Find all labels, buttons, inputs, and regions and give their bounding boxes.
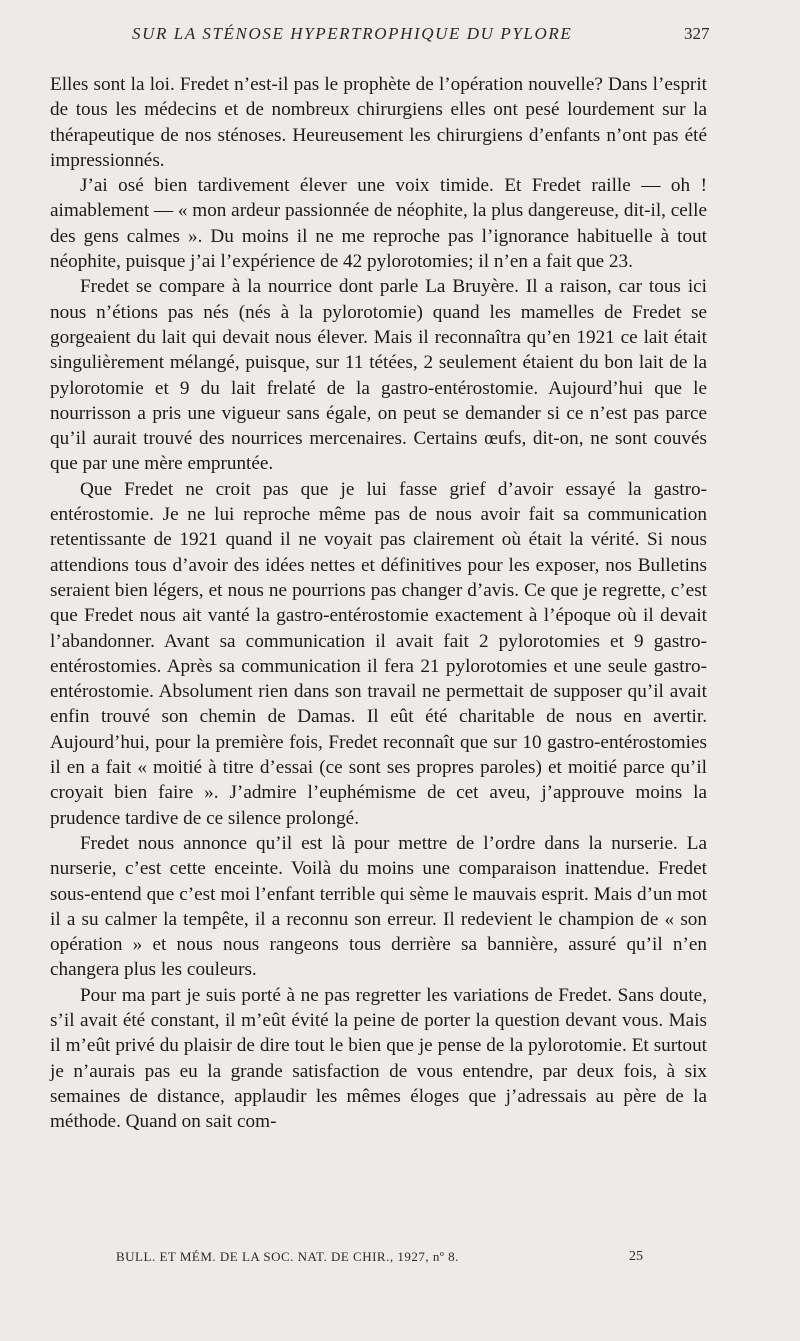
footer-citation: BULL. ET MÉM. DE LA SOC. NAT. DE CHIR., 1927, nº 8. xyxy=(116,1249,459,1264)
paragraph-2: J’ai osé bien tardivement élever une voix timide. Et Fredet raille — oh ! aimablement — « mon ardeur passionnée de néophite, la plus dangereuse, dit-il, celle des gens calmes ». Du moins il ne me reproche pas l’ignorance habituelle à tout néophite, puisque j’ai l’expérience de 42 pylorotomies; il n’en a fait que 23. xyxy=(50,175,707,273)
paragraph-1: Elles sont la loi. Fredet n’est-il pas le prophète de l’opération nouvelle? Dans l’esprit de tous les médecins et de nombreux chirurgiens elles ont pesé lourdement sur la thérapeutique de nos sténoses. Heureusement les chirurgiens d’enfants n’ont pas été impressionnés. xyxy=(50,74,707,171)
page-number: 327 xyxy=(684,24,710,43)
paragraph-5: Fredet nous annonce qu’il est là pour mettre de l’ordre dans la nurserie. La nurserie, c’est cette enceinte. Voilà du moins une comparaison inattendue. Fredet sous-entend que c’est moi l’enfant terrible qui sème le mauvais esprit. Mais d’un mot il a su calmer la tempête, il a reconnu son erreur. Il redevient le champion de « son opération » et nous nous rangeons tous derrière sa bannière, assuré qu’il n’en changera plus les couleurs. xyxy=(50,832,707,981)
running-title: SUR LA STÉNOSE HYPERTROPHIQUE DU PYLORE xyxy=(132,24,573,43)
paragraph-3: Fredet se compare à la nourrice dont parle La Bruyère. Il a raison, car tous ici nous n’étions pas nés (nés à la pylorotomie) quand les mamelles de Fredet se gorgeaient du lait qui devait nous élever. Mais il reconnaîtra qu’en 1921 ce lait était singulièrement mélangé, puisque, sur 11 tétées, 2 seulement étaient du bon lait de la pylorotomie et 9 du lait frelaté de la gastro-entérostomie. Aujourd’hui que le nourrisson a pris une vigueur sans égale, on peut se demander si ce n’est pas parce qu’il aurait trouvé des nourrices mercenaires. Certains œufs, dit-on, ne sont couvés que par une mère empruntée. xyxy=(50,276,707,475)
body-text xyxy=(50,72,707,1134)
signature-mark: 25 xyxy=(629,1249,643,1264)
paragraph-6: Pour ma part je suis porté à ne pas regretter les variations de Fredet. Sans doute, s’il avait été constant, il m’eût évité la peine de porter la question devant vous. Mais il m’eût privé du plaisir de dire tout le bien que je pense de la pylorotomie. Et surtout je n’aurais pas eu la grande satisfaction de vous entendre, par deux fois, à six semaines de distance, applaudir les mêmes éloges que j’adressais au père de la méthode. Quand on sait com- xyxy=(50,984,707,1133)
paragraph-4: Que Fredet ne croit pas que je lui fasse grief d’avoir essayé la gastro-entérostomie. Je ne lui reproche même pas de nous avoir fait sa communication retentissante de 1921 quand il ne voyait pas clairement où était la vérité. Si nous attendions tous d’avoir des idées nettes et définitives pour les exposer, nos Bulletins seraient bien légers, et nous ne pourrions pas changer d’avis. Ce que je regrette, c’est que Fredet nous ait vanté la gastro-entérostomie exactement à l’époque où il devait l’abandonner. Avant sa communication il avait fait 2 pylorotomies et 9 gastro-entérostomies. Après sa communication il fera 21 pylorotomies et une seule gastro-entérostomie. Absolument rien dans son travail ne permettait de supposer qu’il avait enfin trouvé son chemin de Damas. Il eût été charitable de nous en avertir. Aujourd’hui, pour la première fois, Fredet reconnaît que sur 10 gastro-entérostomies il en a fait « moitié à titre d’essai (ce sont ses propres paroles) et moitié parce qu’il croyait bien faire ». J’admire l’euphémisme de cet aveu, j’approuve moins la prudence tardive de ce silence prolongé. xyxy=(50,478,707,829)
